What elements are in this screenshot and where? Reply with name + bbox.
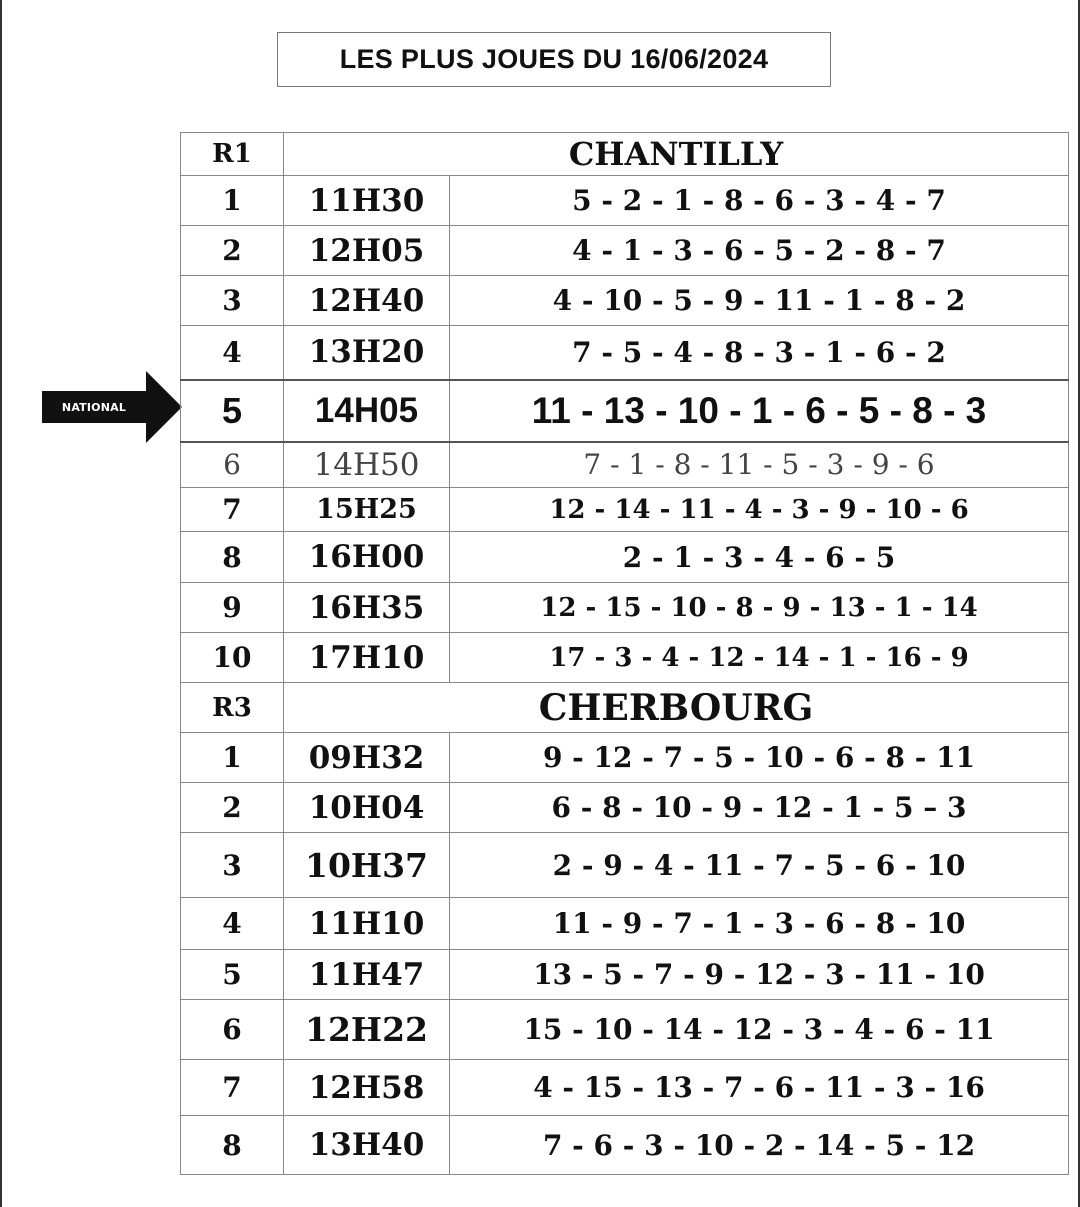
race-time: 14H05 bbox=[284, 380, 450, 442]
race-combination: 12 - 14 - 11 - 4 - 3 - 9 - 10 - 6 bbox=[450, 488, 1069, 532]
race-number: 7 bbox=[181, 488, 284, 532]
race-number: 8 bbox=[181, 532, 284, 583]
race-number: 3 bbox=[181, 276, 284, 326]
race-time: 09H32 bbox=[284, 733, 450, 783]
section-header bbox=[181, 133, 1069, 176]
race-combination: 7 - 5 - 4 - 8 - 3 - 1 - 6 - 2 bbox=[450, 326, 1069, 380]
races-table bbox=[180, 132, 1069, 1175]
race-time: 17H10 bbox=[284, 633, 450, 683]
race-number: 2 bbox=[181, 783, 284, 833]
race-combination: 7 - 6 - 3 - 10 - 2 - 14 - 5 - 12 bbox=[450, 1116, 1069, 1175]
race-time: 11H47 bbox=[284, 950, 450, 1000]
race-combination: 4 - 1 - 3 - 6 - 5 - 2 - 8 - 7 bbox=[450, 226, 1069, 276]
race-time: 10H04 bbox=[284, 783, 450, 833]
race-number: 2 bbox=[181, 226, 284, 276]
race-time: 15H25 bbox=[284, 488, 450, 532]
race-combination: 9 - 12 - 7 - 5 - 10 - 6 - 8 - 11 bbox=[450, 733, 1069, 783]
left-border bbox=[0, 0, 2, 1207]
race-number: 9 bbox=[181, 583, 284, 633]
race-time: 10H37 bbox=[284, 833, 450, 898]
race-combination: 11 - 9 - 7 - 1 - 3 - 6 - 8 - 10 bbox=[450, 898, 1069, 950]
race-time: 16H00 bbox=[284, 532, 450, 583]
race-number: 3 bbox=[181, 833, 284, 898]
race-number: 10 bbox=[181, 633, 284, 683]
race-combination: 12 - 15 - 10 - 8 - 9 - 13 - 1 - 14 bbox=[450, 583, 1069, 633]
race-combination: 6 - 8 - 10 - 9 - 12 - 1 - 5 – 3 bbox=[450, 783, 1069, 833]
race-combination: 11 - 13 - 10 - 1 - 6 - 5 - 8 - 3 bbox=[450, 380, 1069, 442]
table-row bbox=[181, 783, 1069, 833]
race-combination: 13 - 5 - 7 - 9 - 12 - 3 - 11 - 10 bbox=[450, 950, 1069, 1000]
race-combination: 7 - 1 - 8 - 11 - 5 - 3 - 9 - 6 bbox=[450, 442, 1069, 488]
race-time: 13H20 bbox=[284, 326, 450, 380]
national-arrow bbox=[42, 371, 182, 443]
race-combination: 15 - 10 - 14 - 12 - 3 - 4 - 6 - 11 bbox=[450, 1000, 1069, 1060]
race-time: 13H40 bbox=[284, 1116, 450, 1175]
race-number: 4 bbox=[181, 326, 284, 380]
race-combination: 5 - 2 - 1 - 8 - 6 - 3 - 4 - 7 bbox=[450, 176, 1069, 226]
table-row bbox=[181, 633, 1069, 683]
table-row bbox=[181, 833, 1069, 898]
arrow-head-icon bbox=[146, 371, 182, 443]
section-label: R1 bbox=[181, 133, 284, 176]
table-row bbox=[181, 326, 1069, 380]
section-label: R3 bbox=[181, 683, 284, 733]
race-combination: 4 - 10 - 5 - 9 - 11 - 1 - 8 - 2 bbox=[450, 276, 1069, 326]
race-number: 7 bbox=[181, 1060, 284, 1116]
race-number: 5 bbox=[181, 380, 284, 442]
race-time: 11H30 bbox=[284, 176, 450, 226]
table-row bbox=[181, 226, 1069, 276]
venue-name: CHERBOURG bbox=[284, 683, 1069, 733]
race-combination: 2 - 9 - 4 - 11 - 7 - 5 - 6 - 10 bbox=[450, 833, 1069, 898]
race-number: 6 bbox=[181, 442, 284, 488]
table-row bbox=[181, 1060, 1069, 1116]
race-time: 12H58 bbox=[284, 1060, 450, 1116]
race-number: 6 bbox=[181, 1000, 284, 1060]
race-number: 1 bbox=[181, 176, 284, 226]
table-row bbox=[181, 1000, 1069, 1060]
race-number: 1 bbox=[181, 733, 284, 783]
race-number: 8 bbox=[181, 1116, 284, 1175]
table-row bbox=[181, 950, 1069, 1000]
race-number: 4 bbox=[181, 898, 284, 950]
table-row bbox=[181, 898, 1069, 950]
venue-name: CHANTILLY bbox=[284, 133, 1069, 176]
race-combination: 4 - 15 - 13 - 7 - 6 - 11 - 3 - 16 bbox=[450, 1060, 1069, 1116]
table-row bbox=[181, 276, 1069, 326]
table-row-featured bbox=[181, 380, 1069, 442]
section-header bbox=[181, 683, 1069, 733]
arrow-label: NATIONAL bbox=[42, 391, 146, 423]
race-time: 12H40 bbox=[284, 276, 450, 326]
race-combination: 2 - 1 - 3 - 4 - 6 - 5 bbox=[450, 532, 1069, 583]
table-row bbox=[181, 488, 1069, 532]
table-row bbox=[181, 442, 1069, 488]
race-time: 12H05 bbox=[284, 226, 450, 276]
race-time: 11H10 bbox=[284, 898, 450, 950]
page-title: LES PLUS JOUES DU 16/06/2024 bbox=[277, 32, 831, 87]
race-combination: 17 - 3 - 4 - 12 - 14 - 1 - 16 - 9 bbox=[450, 633, 1069, 683]
table-row bbox=[181, 176, 1069, 226]
race-time: 14H50 bbox=[284, 442, 450, 488]
table-row bbox=[181, 583, 1069, 633]
table-row bbox=[181, 733, 1069, 783]
race-time: 16H35 bbox=[284, 583, 450, 633]
race-time: 12H22 bbox=[284, 1000, 450, 1060]
race-number: 5 bbox=[181, 950, 284, 1000]
table-row bbox=[181, 532, 1069, 583]
table-row bbox=[181, 1116, 1069, 1175]
